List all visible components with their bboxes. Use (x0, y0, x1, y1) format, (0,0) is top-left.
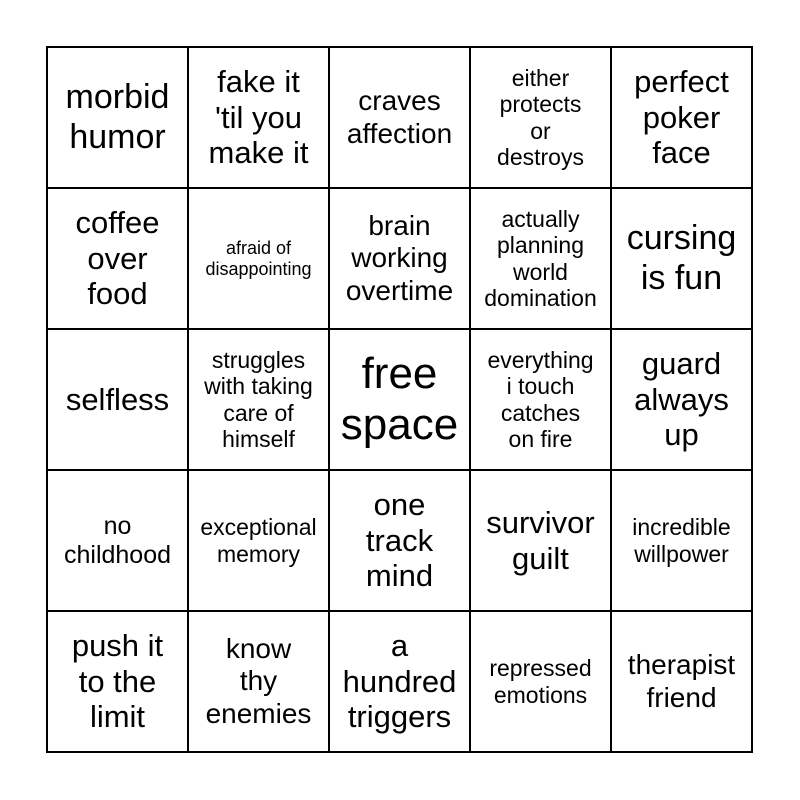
bingo-cell[interactable] (47, 47, 188, 188)
cell-text: therapist friend (627, 649, 736, 713)
bingo-cell[interactable] (329, 611, 470, 752)
bingo-cell[interactable] (329, 47, 470, 188)
cell-text: cursing is fun (626, 219, 737, 297)
bingo-cell[interactable] (188, 188, 329, 329)
cell-text: struggles with taking care of himself (204, 346, 313, 452)
cell-text: survivor guilt (486, 504, 595, 576)
bingo-cell[interactable] (188, 329, 329, 470)
bingo-cell[interactable] (611, 470, 752, 611)
cell-text: push it to the limit (71, 628, 164, 735)
cell-text: guard always up (634, 346, 729, 453)
bingo-free-space[interactable] (329, 329, 470, 470)
bingo-cell[interactable] (470, 47, 611, 188)
bingo-cell[interactable] (188, 470, 329, 611)
bingo-cell[interactable] (188, 47, 329, 188)
cell-text: incredible willpower (632, 514, 731, 567)
bingo-cell[interactable] (329, 188, 470, 329)
bingo-board (46, 46, 753, 753)
bingo-cell[interactable] (611, 329, 752, 470)
cell-text: no childhood (63, 511, 172, 569)
bingo-cell[interactable] (188, 611, 329, 752)
cell-text: craves affection (346, 85, 453, 149)
bingo-cell[interactable] (329, 470, 470, 611)
cell-text: either protects or destroys (497, 64, 584, 170)
cell-text: actually planning world domination (484, 205, 597, 311)
cell-text: afraid of disappointing (205, 237, 312, 279)
bingo-cell[interactable] (470, 611, 611, 752)
cell-text: selfless (65, 381, 170, 417)
cell-text: repressed emotions (489, 655, 592, 708)
cell-text: know thy enemies (205, 633, 312, 729)
cell-text: brain working overtime (345, 210, 454, 306)
bingo-cell[interactable] (470, 188, 611, 329)
cell-text: coffee over food (75, 205, 160, 312)
cell-text: one track mind (365, 487, 434, 594)
cell-text: morbid humor (65, 78, 170, 156)
cell-text: perfect poker face (634, 64, 729, 171)
cell-text: fake it 'til you make it (208, 64, 309, 171)
bingo-cell[interactable] (611, 611, 752, 752)
bingo-cell[interactable] (47, 329, 188, 470)
bingo-cell[interactable] (47, 470, 188, 611)
bingo-cell[interactable] (47, 188, 188, 329)
cell-text: free space (340, 348, 459, 449)
bingo-cell[interactable] (470, 329, 611, 470)
bingo-cell[interactable] (470, 470, 611, 611)
bingo-cell[interactable] (611, 47, 752, 188)
cell-text: exceptional memory (200, 514, 317, 567)
cell-text: a hundred triggers (342, 628, 457, 735)
cell-text: everything i touch catches on fire (487, 346, 594, 452)
bingo-cell[interactable] (47, 611, 188, 752)
bingo-cell[interactable] (611, 188, 752, 329)
